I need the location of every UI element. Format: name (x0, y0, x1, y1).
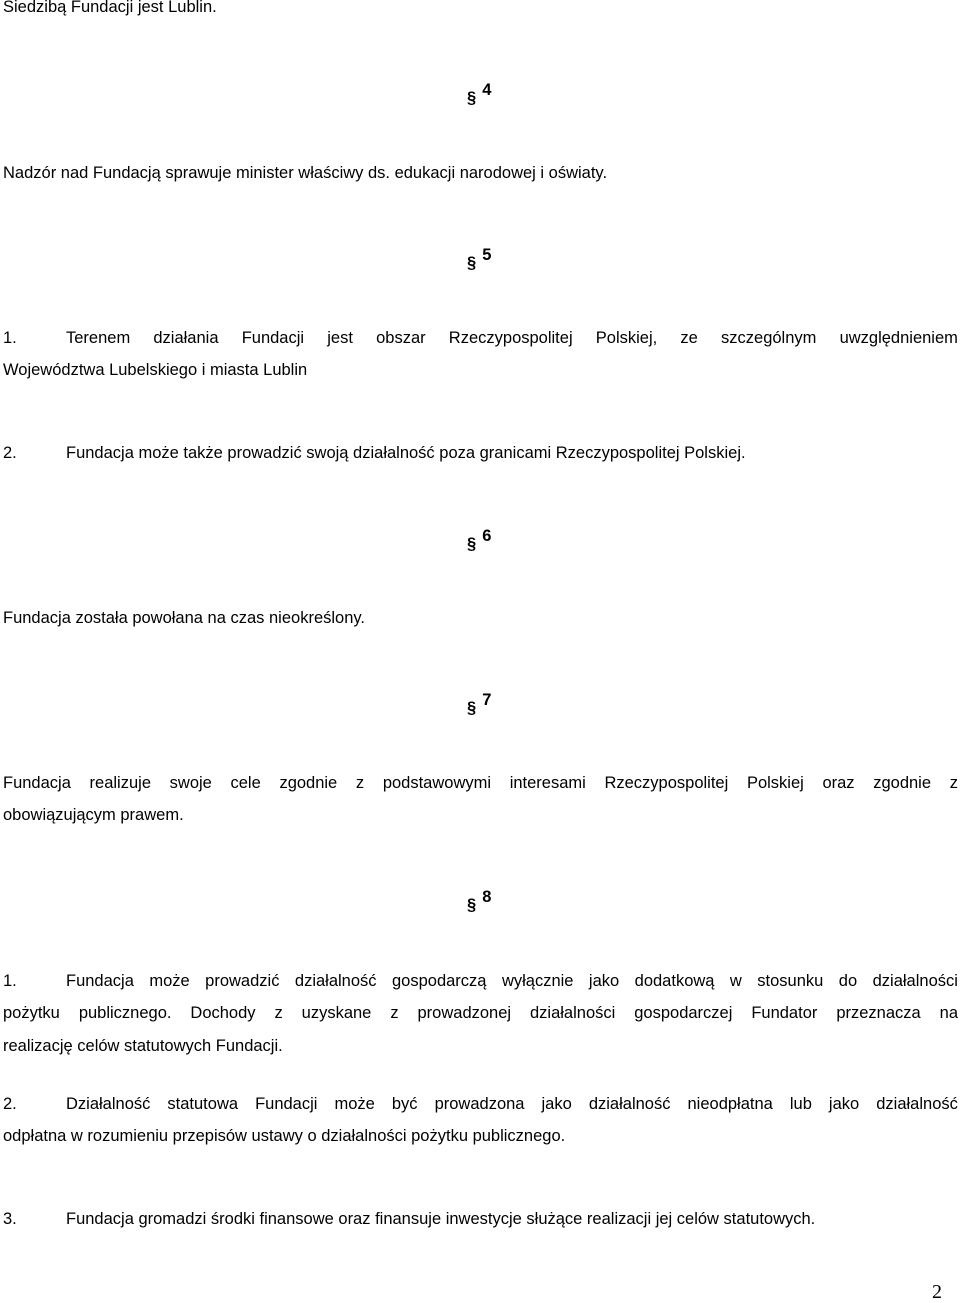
word: prowadzona (434, 1095, 525, 1113)
word: przeznacza (836, 1004, 921, 1022)
word: z (390, 1004, 399, 1022)
word: statutowa (167, 1095, 239, 1113)
word: jako (541, 1095, 572, 1113)
word: stosunku (757, 972, 824, 990)
section-sign: § (467, 535, 477, 553)
word: Fundator (751, 1004, 818, 1022)
word: jako (588, 972, 620, 990)
paragraph-line: Fundacja może także prowadzić swoją działalność poza granicami Rzeczypospolitej Polskiej. (66, 444, 746, 462)
word: na (939, 1004, 958, 1022)
word: z (949, 774, 958, 792)
section-heading-8 (467, 887, 492, 914)
word: oraz (822, 774, 855, 792)
duration-sentence: Fundacja została powołana na czas nieokreślony. (3, 609, 365, 627)
section-heading-6 (467, 526, 492, 553)
word: wyłącznie (501, 972, 574, 990)
section-number: 8 (482, 888, 492, 906)
word: lub (789, 1095, 812, 1113)
word: uwzględnieniem (839, 329, 958, 347)
paragraph-line: Fundacja gromadzi środki finansowe oraz finansuje inwestycje służące realizacji jej celów statutowych. (66, 1210, 816, 1228)
paragraph-line: odpłatna w rozumieniu przepisów ustawy o działalności pożytku publicznego. (3, 1127, 566, 1145)
word: Terenem (66, 329, 131, 347)
word: działalność (876, 1095, 958, 1113)
word: gospodarczej (634, 1004, 733, 1022)
page-number: 2 (932, 1281, 942, 1303)
word: zgodnie (873, 774, 932, 792)
paragraph-number: 2. (3, 1095, 17, 1113)
section-heading-7 (467, 690, 492, 717)
paragraph-number: 3. (3, 1210, 17, 1228)
section-sign: § (467, 896, 477, 914)
word: działalność (294, 972, 377, 990)
section-number: 4 (482, 81, 492, 99)
paragraph-line: obowiązującym prawem. (3, 806, 184, 824)
word: może (149, 972, 190, 990)
word: Fundacja (3, 774, 71, 792)
section-number: 5 (482, 246, 492, 264)
supervision-sentence: Nadzór nad Fundacją sprawuje minister właściwy ds. edukacji narodowej i oświaty. (3, 164, 608, 182)
word: interesami (509, 774, 586, 792)
word: Fundacji (255, 1095, 318, 1113)
word: Polskiej, (595, 329, 658, 347)
section-heading-4 (467, 80, 492, 107)
word: prowadzić (205, 972, 280, 990)
word: gospodarczą (392, 972, 487, 990)
word: być (391, 1095, 418, 1113)
paragraph-number: 1. (3, 972, 17, 990)
word: z (274, 1004, 283, 1022)
word: szczególnym (721, 329, 817, 347)
word: uzyskane (301, 1004, 372, 1022)
seat-sentence: Siedzibą Fundacji jest Lublin. (3, 0, 217, 16)
word: cele (230, 774, 261, 792)
word: może (334, 1095, 375, 1113)
word: działalności (872, 972, 958, 990)
section-sign: § (467, 89, 477, 107)
word: działania (153, 329, 219, 347)
word: prowadzonej (417, 1004, 512, 1022)
word: obszar (376, 329, 426, 347)
word: realizuje (89, 774, 151, 792)
word: Polskiej (746, 774, 804, 792)
word: swoje (169, 774, 212, 792)
word: dodatkową (634, 972, 715, 990)
word: Fundacja (66, 972, 134, 990)
paragraph-number: 2. (3, 444, 17, 462)
word: Dochody (190, 1004, 256, 1022)
paragraph-line: Województwa Lubelskiego i miasta Lublin (3, 361, 308, 379)
word: w (729, 972, 742, 990)
word: Działalność (66, 1095, 151, 1113)
word: Rzeczypospolitej (604, 774, 729, 792)
word: działalność (588, 1095, 671, 1113)
word: z (355, 774, 365, 792)
justified-line (66, 971, 958, 991)
section-sign: § (467, 254, 477, 272)
word: jest (327, 329, 353, 347)
word: publicznego. (78, 1004, 172, 1022)
word: do (838, 972, 858, 990)
word: nieodpłatna (687, 1095, 773, 1113)
section-number: 7 (482, 691, 492, 709)
section-number: 6 (482, 527, 492, 545)
section-heading-5 (467, 245, 492, 272)
word: Fundacji (241, 329, 305, 347)
word: działalności (530, 1004, 616, 1022)
justified-line (66, 1094, 958, 1114)
word: jako (828, 1095, 860, 1113)
word: pożytku (3, 1004, 60, 1022)
justified-line (3, 1003, 958, 1023)
justified-line (3, 773, 958, 793)
word: podstawowymi (382, 774, 492, 792)
section-sign: § (467, 699, 477, 717)
paragraph-line: realizację celów statutowych Fundacji. (3, 1037, 283, 1055)
word: Rzeczypospolitej (448, 329, 573, 347)
justified-line (66, 328, 958, 348)
paragraph-number: 1. (3, 329, 17, 347)
word: ze (680, 329, 698, 347)
word: zgodnie (279, 774, 338, 792)
